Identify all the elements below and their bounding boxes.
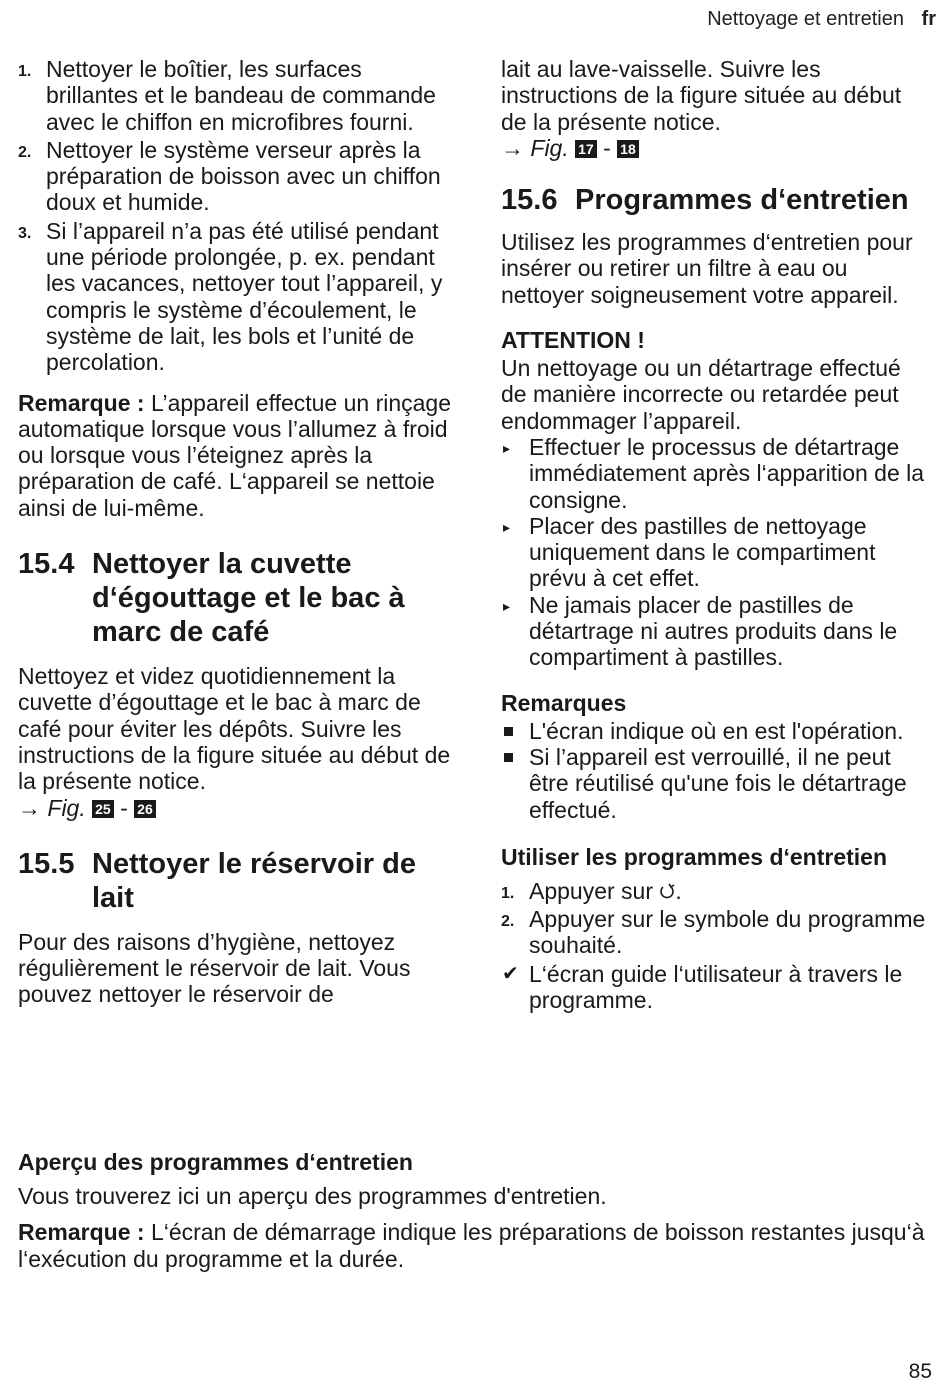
note-text: L‘écran de démarrage indique les préparations de boisson restantes jusqu‘à l‘exécution du programme et la durée. xyxy=(18,1219,925,1272)
section-15-4-text: Nettoyez et videz quotidiennement la cuvette d’égouttage et le bac à marc de café pour éviter les dépôts. Suivre les instructions de la figure située au début de la présente notice. xyxy=(18,663,451,795)
list-item: 3. Si l’appareil n’a pas été utilisé pendant une période prolongée, p. ex. pendant les vacances, nettoyer tout l’appareil, y compris le système d’écoulement, le système de lait, les bols et l’unité de percolation. xyxy=(18,217,443,376)
attention-label: ATTENTION ! xyxy=(501,327,645,354)
result-list xyxy=(501,961,931,1014)
section-15-6-text: Utilisez les programmes d‘entretien pour insérer ou retirer un filtre à eau ou nettoyer soigneusement votre appareil. xyxy=(501,229,913,308)
overview-section xyxy=(18,1148,928,1272)
maintenance-icon xyxy=(659,883,675,901)
section-heading-15-5: 15.5 Nettoyer le réservoir de lait xyxy=(18,847,416,914)
square-bullet-icon xyxy=(504,753,513,762)
page-header xyxy=(707,8,936,31)
arrow-icon: → xyxy=(501,134,524,161)
list-item: ▸ Ne jamais placer de pastilles de détartrage ni autres produits dans le compartiment à pastilles. xyxy=(503,591,898,671)
page-number: 85 xyxy=(908,1360,932,1383)
triangle-bullet-icon: ▸ xyxy=(503,597,511,614)
left-column xyxy=(18,56,458,1008)
list-item: 2. Nettoyer le système verseur après la préparation de boisson avec un chiffon doux et humide. xyxy=(18,136,441,216)
continued-text: lait au lave-vaisselle. Suivre les instructions de la figure située au début de la présente notice. xyxy=(501,56,902,135)
list-item: ✔ L‘écran guide l‘utilisateur à travers le programme. xyxy=(502,960,903,1014)
header-language: fr xyxy=(921,8,936,30)
figure-number: 18 xyxy=(617,140,639,158)
header-section-title: Nettoyage et entretien xyxy=(707,8,904,30)
check-icon: ✔ xyxy=(502,962,519,985)
triangle-bullet-icon: ▸ xyxy=(503,439,511,456)
note-label: Remarque : xyxy=(18,1219,145,1246)
figure-number: 26 xyxy=(134,800,156,818)
list-item: 1. Nettoyer le boîtier, les surfaces brillantes et le bandeau de commande avec le chiffon en microfibres fourni. xyxy=(18,56,436,135)
overview-note xyxy=(18,1219,928,1272)
square-bullet-icon xyxy=(504,727,513,736)
list-item: ▸ Effectuer le processus de détartrage immédiatement après l‘apparition de la consigne. xyxy=(503,433,925,513)
section-heading-15-6: 15.6 Programmes d‘entretien xyxy=(501,184,909,217)
use-steps-list xyxy=(501,878,931,959)
remarks-label: Remarques xyxy=(501,689,627,716)
note-paragraph xyxy=(18,390,458,521)
figure-reference: → Fig. 25 - 26 xyxy=(18,795,458,821)
overview-text: Vous trouverez ici un aperçu des programmes d'entretien. xyxy=(18,1183,607,1209)
section-15-5-text: Pour des raisons d’hygiène, nettoyez régulièrement le réservoir de lait. Vous pouvez nettoyer le réservoir de xyxy=(18,928,411,1008)
note-label: Remarque : xyxy=(18,389,145,416)
attention-text: Un nettoyage ou un détartrage effectué de manière incorrecte ou retardée peut endommager l’appareil. xyxy=(501,355,901,434)
list-item: 2. Appuyer sur le symbole du programme souhaité. xyxy=(501,906,926,959)
overview-heading: Aperçu des programmes d‘entretien xyxy=(18,1149,413,1175)
figure-reference: → Fig. 17 - 18 xyxy=(501,135,931,161)
list-item: ▸ Placer des pastilles de nettoyage uniquement dans le compartiment prévu à cet effet. xyxy=(503,512,876,592)
figure-number: 17 xyxy=(575,140,597,158)
figure-number: 25 xyxy=(92,800,114,818)
list-item: L'écran indique où en est l'opération. xyxy=(501,718,931,744)
list-item: Si l’appareil est verrouillé, il ne peut être réutilisé qu'une fois le détartrage effectué. xyxy=(501,744,931,823)
list-item: 1. Appuyer sur . xyxy=(501,877,682,904)
right-column xyxy=(501,56,931,1013)
note-text: L’appareil effectue un rinçage automatique lorsque vous l’allumez à froid ou lorsque vous l’éteignez après la préparation de café. L‘appareil se nettoie ainsi de lui-même. xyxy=(18,389,452,521)
cleaning-steps-list xyxy=(18,56,458,376)
remarks-list xyxy=(501,718,931,823)
attention-list xyxy=(501,434,931,671)
section-heading-15-4: 15.4 Nettoyer la cuvette d‘égouttage et le bac à marc de café xyxy=(18,548,405,649)
arrow-icon: → xyxy=(18,794,41,821)
use-programs-heading: Utiliser les programmes d‘entretien xyxy=(501,843,888,870)
triangle-bullet-icon: ▸ xyxy=(503,518,511,535)
